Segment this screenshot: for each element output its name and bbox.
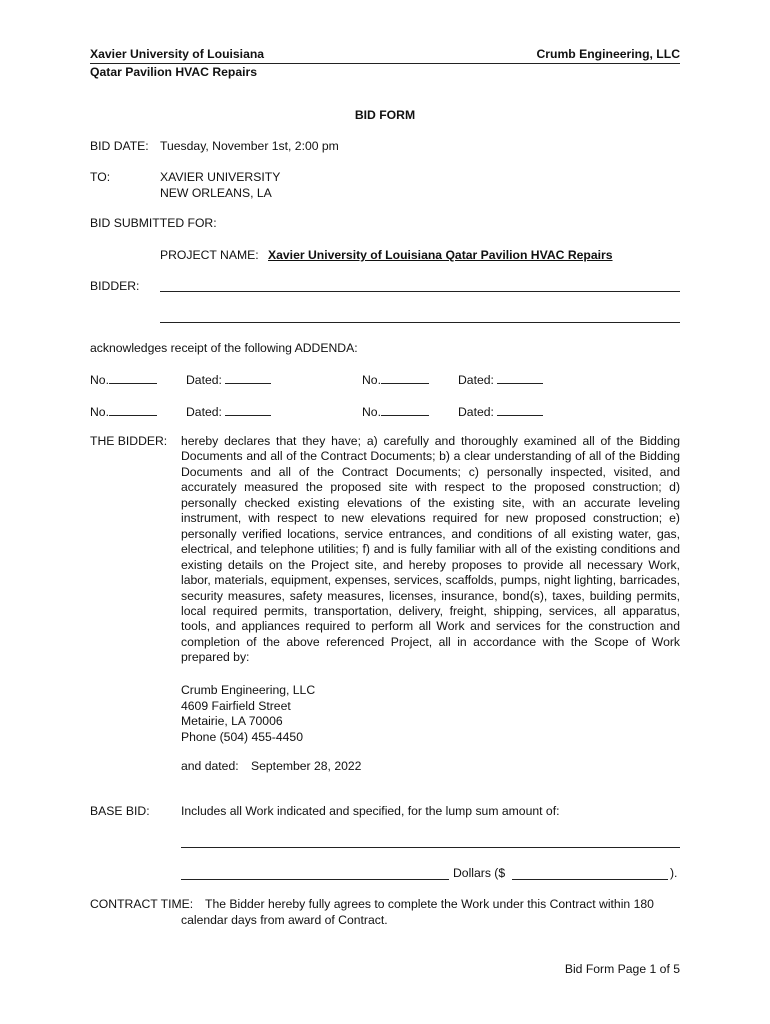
base-bid-label: BASE BID: <box>90 804 150 818</box>
addendum-no-blank[interactable] <box>381 404 429 416</box>
contract-time-line-2: calendar days from award of Contract. <box>181 913 388 927</box>
addendum-dated-blank[interactable] <box>225 372 271 384</box>
header-project: Qatar Pavilion HVAC Repairs <box>90 65 258 79</box>
addendum-no-label: No. <box>362 405 381 419</box>
engineer-phone: Phone (504) 455-4450 <box>181 729 303 744</box>
addendum-no-3 <box>90 404 157 420</box>
header-institution: Xavier University of Louisiana <box>90 47 265 61</box>
to-line-2: NEW ORLEANS, LA <box>160 186 272 200</box>
engineer-address <box>181 683 315 745</box>
bid-date-label: BID DATE: <box>90 139 149 153</box>
addendum-dated-1 <box>186 372 271 388</box>
addendum-no-blank[interactable] <box>109 404 157 416</box>
dated-label: and dated: <box>181 759 239 773</box>
base-bid-words-line[interactable] <box>181 847 680 848</box>
addendum-dated-3 <box>186 404 271 420</box>
the-bidder-declaration: hereby declares that they have; a) carefully and thoroughly examined all of the Bidding Documents and all of the Contract Documents; b) a clear understanding of all of the Bidding Documents and all of the Contract Documents; c) personally inspected, visited, and accurately measured the proposed site with respect to the proposed construction; d) personally checked existing elevations of the existing site, with an accurate leveling instrument, with respect to new elevations required for new proposed construction; e) personally verified locations, service entrances, and conditions of all existing water, gas, electrical, and telephone utilities; f) and is fully familiar with all of the existing conditions and existing details on the Project site, and hereby proposes to provide all necessary Work, labor, materials, equipment, expenses, services, scaffolds, pumps, night lighting, barricades, security measures, safety measures, licenses, insurance, bond(s), taxes, building permits, local required permits, transportation, delivery, freight, shipping, services, all apparatus, tools, and appliances required to perform all Work and services for the construction and completion of the above referenced Project, all in accordance with the Scope of Work prepared by: <box>181 434 680 665</box>
project-name-label: PROJECT NAME: <box>160 248 259 262</box>
addendum-dated-label: Dated: <box>186 405 222 419</box>
project-name-value: Xavier University of Louisiana Qatar Pavilion HVAC Repairs <box>268 248 613 262</box>
addendum-no-blank[interactable] <box>109 372 157 384</box>
base-bid-words-line-2[interactable] <box>181 879 449 880</box>
base-bid-text: Includes all Work indicated and specified, for the lump sum amount of: <box>181 804 560 818</box>
addendum-no-2 <box>362 372 429 388</box>
addendum-no-blank[interactable] <box>381 372 429 384</box>
addendum-no-label: No. <box>90 373 109 387</box>
page-footer: Bid Form Page 1 of 5 <box>564 962 680 976</box>
the-bidder-label: THE BIDDER: <box>90 434 168 448</box>
dollars-close: ). <box>670 866 678 880</box>
bidder-label: BIDDER: <box>90 279 140 293</box>
to-line-1: XAVIER UNIVERSITY <box>160 170 281 184</box>
engineer-street: 4609 Fairfield Street <box>181 698 291 713</box>
bidder-line-1[interactable] <box>160 291 680 292</box>
addendum-no-label: No. <box>362 373 381 387</box>
addendum-dated-label: Dated: <box>458 405 494 419</box>
bidder-line-2[interactable] <box>160 322 680 323</box>
header-rule <box>90 63 680 64</box>
to-label: TO: <box>90 170 111 184</box>
engineer-city: Metairie, LA 70006 <box>181 714 283 728</box>
contract-time-label: CONTRACT TIME: <box>90 897 194 911</box>
addendum-dated-label: Dated: <box>186 373 222 387</box>
addendum-dated-blank[interactable] <box>225 404 271 416</box>
dated-value: September 28, 2022 <box>251 759 362 773</box>
addendum-no-4 <box>362 404 429 420</box>
addendum-no-label: No. <box>90 405 109 419</box>
dollars-amount-line[interactable] <box>512 879 668 880</box>
addenda-intro: acknowledges receipt of the following ADDENDA: <box>90 341 358 355</box>
addendum-dated-blank[interactable] <box>497 372 543 384</box>
addendum-dated-2 <box>458 372 543 388</box>
engineer-name: Crumb Engineering, LLC <box>181 683 316 697</box>
addendum-no-1 <box>90 372 157 388</box>
contract-time-line-1: The Bidder hereby fully agrees to complete the Work under this Contract within 180 <box>205 897 654 911</box>
page-title: BID FORM <box>354 108 416 122</box>
addendum-dated-blank[interactable] <box>497 404 543 416</box>
bid-submitted-for-label: BID SUBMITTED FOR: <box>90 216 217 230</box>
bid-date-value: Tuesday, November 1st, 2:00 pm <box>160 139 339 153</box>
addendum-dated-label: Dated: <box>458 373 494 387</box>
addendum-dated-4 <box>458 404 543 420</box>
header-firm: Crumb Engineering, LLC <box>536 47 680 61</box>
dollars-label: Dollars ($ <box>453 866 506 880</box>
